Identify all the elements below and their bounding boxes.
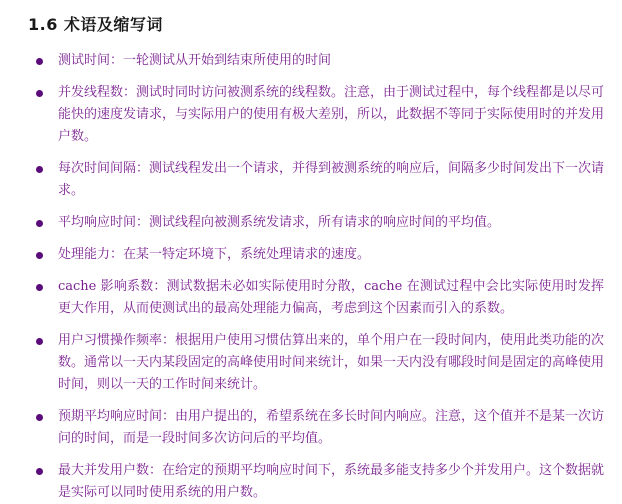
term-item-capacity [36,244,604,266]
bullet-icon [36,220,43,227]
term-item-cache-factor [36,276,604,320]
term-text: 平均响应时间：测试线程向被测系统发请求，所有请求的响应时间的平均值。 [58,215,501,230]
term-text: 测试时间：一轮测试从开始到结束所使用的时间 [58,53,332,68]
term-text: 最大并发用户数：在给定的预期平均响应时间下，系统最多能支持多少个并发用户。这个数据就是实际可以同时使用系统的用户数。 [58,463,605,500]
bullet-icon [36,166,43,173]
term-item-concurrent-threads [36,82,604,148]
term-item-interval [36,158,604,202]
term-item-avg-response [36,212,604,234]
term-item-usage-frequency [36,330,604,396]
bullet-icon [36,338,43,345]
term-text: 预期平均响应时间：由用户提出的，希望系统在多长时间内响应。注意，这个值并不是某一次访问的时间，而是一段时间多次访问后的平均值。 [58,409,605,446]
bullet-icon [36,90,43,97]
term-text: 并发线程数：测试时同时访问被测系统的线程数。注意，由于测试过程中，每个线程都是以尽可能快的速度发请求，与实际用户的使用有极大差别，所以，此数据不等同于实际使用时的并发用户数。 [58,85,605,144]
bullet-icon [36,252,43,259]
term-text: 处理能力：在某一特定环境下，系统处理请求的速度。 [58,247,371,262]
term-item-max-concurrent-users [36,460,604,504]
term-text: 用户习惯操作频率：根据用户使用习惯估算出来的，单个用户在一段时间内，使用此类功能的次数。通常以一天内某段固定的高峰使用时间来统计，如果一天内没有哪段时间是固定的高峰使用时间，则以一天的工作时间来统计。 [58,333,605,392]
term-text: 每次时间间隔：测试线程发出一个请求，并得到被测系统的响应后，间隔多少时间发出下一次请求。 [58,161,605,198]
bullet-icon [36,58,43,65]
bullet-icon [36,414,43,421]
term-item-expected-response [36,406,604,450]
term-text: cache 影响系数：测试数据未必如实际使用时分散，cache 在测试过程中会比实际使用时发挥更大作用，从而使测试出的最高处理能力偏高，考虑到这个因素而引入的系数。 [58,279,604,316]
bullet-icon [36,468,43,475]
bullet-icon [36,284,43,291]
section-title: 1.6 术语及缩写词 [28,15,163,34]
term-item-test-time [36,50,604,72]
term-list [36,50,604,504]
